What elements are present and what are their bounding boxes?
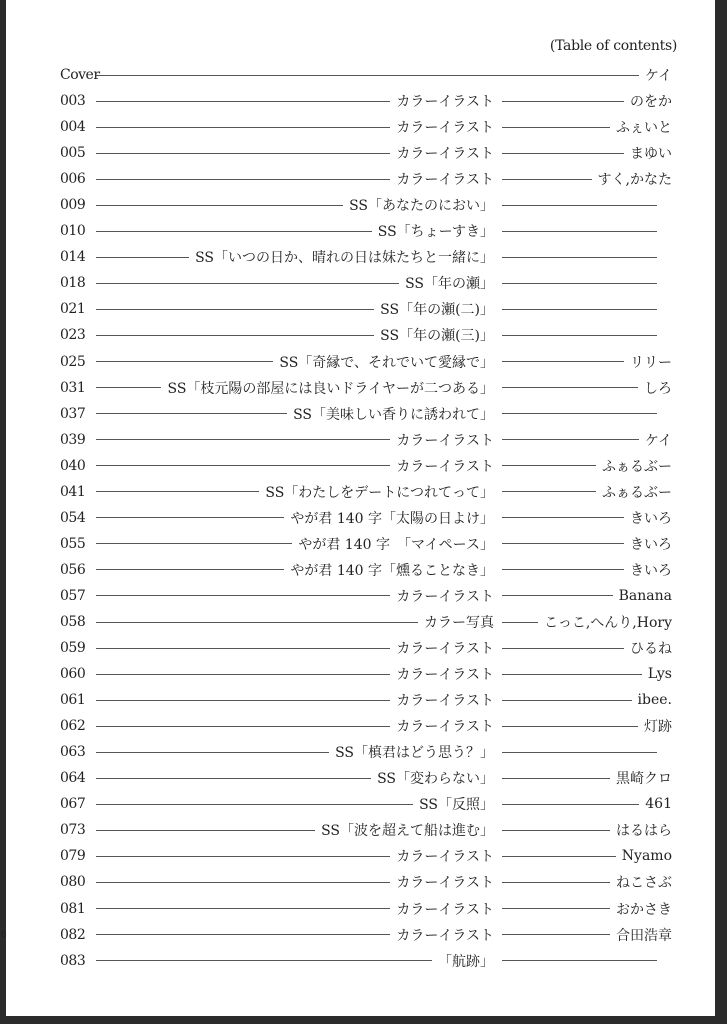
author-group — [90, 65, 672, 85]
author-group — [496, 143, 672, 163]
leader-line — [96, 674, 390, 675]
entry-page-number: 082 — [60, 926, 86, 943]
leader-line — [502, 231, 657, 232]
entry-title: カラーイラスト — [396, 927, 494, 944]
author-group — [496, 925, 672, 945]
leader-line — [502, 700, 632, 701]
leader-line — [96, 700, 390, 701]
leader-line — [502, 595, 613, 596]
author-group — [496, 768, 672, 788]
leader-line — [96, 257, 189, 258]
toc-entry — [60, 218, 672, 244]
entry-title: 「航跡」 — [438, 953, 494, 970]
entry-page-number: 040 — [60, 457, 86, 474]
entry-author: まゆい — [630, 146, 672, 163]
leader-line — [502, 648, 624, 649]
toc-entry — [60, 375, 672, 401]
toc-entry — [60, 687, 672, 713]
toc-entry — [60, 583, 672, 609]
entry-page-number: 057 — [60, 587, 86, 604]
entry-page-number: 064 — [60, 770, 86, 787]
entry-page-number: 061 — [60, 692, 86, 709]
entry-author: こっこ,へんり,Hory — [544, 615, 672, 631]
toc-entry — [60, 427, 672, 453]
entry-author: 461 — [645, 796, 672, 813]
entry-author: ねこさぶ — [616, 875, 672, 892]
entry-title: カラーイラスト — [396, 849, 494, 866]
entry-author: Lys — [647, 666, 672, 683]
leader-line — [502, 413, 657, 414]
leader-line — [502, 153, 624, 154]
leader-line — [96, 491, 259, 492]
entry-title: SS「反照」 — [419, 797, 494, 814]
author-group — [496, 588, 672, 604]
leader-line — [96, 309, 374, 310]
entry-page-number: 010 — [60, 223, 86, 240]
entry-page-number: 055 — [60, 535, 86, 552]
leader-line — [96, 517, 284, 518]
entry-page-number: 004 — [60, 119, 86, 136]
leader-line — [502, 830, 610, 831]
entry-page-number: 081 — [60, 900, 86, 917]
toc-entry — [60, 661, 672, 687]
leader-line — [502, 387, 638, 388]
toc-entry — [60, 739, 672, 765]
toc-entry — [60, 531, 672, 557]
entry-title: やが君 140 字「太陽の日よけ」 — [290, 510, 494, 527]
author-group — [496, 612, 672, 632]
leader-line — [502, 778, 610, 779]
toc-entry — [60, 401, 672, 427]
entry-title: カラーイラスト — [396, 693, 494, 710]
leader-line — [96, 179, 390, 180]
leader-line — [502, 283, 657, 284]
leader-line — [502, 856, 616, 857]
author-group — [496, 848, 672, 864]
entry-title: SS「変わらない」 — [377, 771, 494, 788]
leader-line — [502, 127, 610, 128]
entry-title: SS「わたしをデートにつれてって」 — [265, 484, 494, 501]
toc-entry — [60, 192, 672, 218]
entry-page-number: 003 — [60, 93, 86, 110]
entry-page-number: 031 — [60, 379, 86, 396]
entry-title: カラーイラスト — [396, 172, 494, 189]
toc-entry — [60, 349, 672, 375]
entry-title: カラーイラスト — [396, 719, 494, 736]
author-group — [496, 257, 672, 258]
entry-author: おかさき — [616, 901, 672, 918]
leader-line — [96, 622, 418, 623]
entry-title: SS「美味しい香りに誘われて」 — [293, 406, 494, 423]
entry-title: カラーイラスト — [396, 667, 494, 684]
author-group — [496, 352, 672, 372]
toc-entry — [60, 140, 672, 166]
leader-line — [96, 960, 432, 961]
leader-line — [96, 283, 399, 284]
entry-title: カラーイラスト — [396, 875, 494, 892]
leader-line — [502, 543, 624, 544]
entry-page-number: 041 — [60, 483, 86, 500]
toc-entry — [60, 948, 672, 974]
toc-entry — [60, 114, 672, 140]
leader-line — [96, 856, 390, 857]
entry-page-number: 005 — [60, 145, 86, 162]
leader-line — [502, 101, 624, 102]
toc-entry — [60, 843, 672, 869]
author-group — [496, 456, 672, 476]
entry-title: SS「年の瀬(三)」 — [380, 328, 494, 345]
entry-author: ふぁるぶー — [602, 484, 672, 501]
author-group — [496, 283, 672, 284]
leader-line — [502, 752, 657, 753]
entry-title: カラーイラスト — [396, 146, 494, 163]
author-group — [496, 117, 672, 137]
leader-line — [502, 908, 610, 909]
leader-line — [502, 491, 596, 492]
author-group — [496, 796, 672, 812]
leader-line — [96, 882, 390, 883]
entry-page-number: 060 — [60, 666, 86, 683]
author-group — [496, 638, 672, 658]
leader-line — [502, 960, 657, 961]
leader-line — [96, 908, 390, 909]
leader-line — [96, 543, 292, 544]
leader-line — [502, 517, 624, 518]
toc-entry — [60, 166, 672, 192]
leader-line — [502, 934, 610, 935]
leader-line — [502, 465, 596, 466]
entry-page-number: 014 — [60, 249, 86, 266]
document-page — [6, 0, 715, 1016]
entry-author: 黒崎クロ — [616, 771, 672, 788]
author-group — [496, 560, 672, 580]
author-group — [496, 752, 672, 753]
toc-list — [60, 62, 672, 974]
entry-title: カラー写真 — [424, 615, 494, 631]
entry-page-number: 059 — [60, 640, 86, 657]
leader-line — [502, 361, 624, 362]
entry-page-number: 080 — [60, 874, 86, 891]
entry-page-number: 079 — [60, 848, 86, 865]
entry-author: きいろ — [630, 510, 672, 527]
leader-line — [96, 153, 390, 154]
leader-line — [502, 257, 657, 258]
toc-entry — [60, 88, 672, 114]
entry-title: SS「いつの日か、晴れの日は妹たちと一緒に」 — [195, 250, 494, 267]
entry-page-number: 009 — [60, 197, 86, 214]
leader-line — [502, 569, 624, 570]
leader-line — [502, 622, 538, 623]
author-group — [496, 872, 672, 892]
page-number: 8 — [1, 930, 7, 940]
entry-author: Nyamo — [621, 848, 672, 865]
leader-line — [96, 648, 390, 649]
entry-author: ケイ — [644, 68, 672, 85]
entry-title: SS「槙君はどう思う？」 — [335, 745, 494, 762]
toc-entry — [60, 296, 672, 322]
toc-entry — [60, 505, 672, 531]
entry-title: SS「ちょーすき」 — [377, 224, 494, 241]
entry-title: カラーイラスト — [396, 94, 494, 111]
entry-author: すく,かなた — [597, 172, 672, 189]
entry-page-number: 006 — [60, 171, 86, 188]
entry-page-number: 025 — [60, 353, 86, 370]
entry-title: カラーイラスト — [396, 120, 494, 137]
entry-author: はるはら — [616, 823, 672, 840]
entry-page-number: 073 — [60, 822, 86, 839]
entry-author: きいろ — [630, 562, 672, 579]
entry-title: カラーイラスト — [396, 458, 494, 475]
leader-line — [96, 413, 287, 414]
toc-entry — [60, 869, 672, 895]
author-group — [496, 231, 672, 232]
entry-author: ふぁるぶー — [602, 458, 672, 475]
author-group — [496, 169, 672, 189]
leader-line — [502, 804, 639, 805]
author-group — [496, 335, 672, 336]
leader-line — [502, 205, 657, 206]
toc-entry — [60, 896, 672, 922]
leader-line — [96, 387, 161, 388]
toc-heading: (Table of contents) — [549, 38, 677, 54]
entry-title: SS「波を超えて船は進む」 — [321, 823, 494, 840]
entry-page-number: 083 — [60, 952, 86, 969]
author-group — [496, 91, 672, 111]
toc-entry — [60, 244, 672, 270]
leader-line — [502, 726, 638, 727]
leader-line — [96, 934, 390, 935]
toc-entry — [60, 557, 672, 583]
leader-line — [96, 804, 413, 805]
leader-line — [502, 309, 657, 310]
entry-title: SS「年の瀬」 — [405, 276, 494, 293]
toc-entry — [60, 922, 672, 948]
author-group — [496, 309, 672, 310]
toc-entry — [60, 817, 672, 843]
entry-page-number: 062 — [60, 718, 86, 735]
entry-title: SS「枝元陽の部屋には良いドライヤーが二つある」 — [167, 380, 494, 397]
entry-page-number: 067 — [60, 796, 86, 813]
author-group — [496, 378, 672, 398]
leader-line — [96, 726, 390, 727]
toc-entry — [60, 453, 672, 479]
entry-page-number: 039 — [60, 431, 86, 448]
entry-page-number: 063 — [60, 744, 86, 761]
leader-line — [96, 127, 390, 128]
entry-author: ケイ — [644, 432, 672, 449]
entry-author: ひるね — [630, 641, 672, 658]
toc-entry — [60, 62, 672, 88]
author-group — [496, 482, 672, 502]
toc-entry — [60, 765, 672, 791]
author-group — [496, 534, 672, 554]
leader-line — [96, 595, 390, 596]
entry-title: カラーイラスト — [396, 432, 494, 449]
author-group — [496, 692, 672, 708]
entry-title: カラーイラスト — [396, 641, 494, 658]
entry-author: のをか — [630, 94, 672, 111]
toc-entry — [60, 791, 672, 817]
leader-line — [96, 75, 639, 76]
entry-title: やが君 140 字 「マイペース」 — [298, 536, 494, 553]
author-group — [496, 716, 672, 736]
leader-line — [96, 465, 390, 466]
leader-line — [96, 569, 284, 570]
author-group — [496, 820, 672, 840]
leader-line — [96, 361, 273, 362]
toc-entry — [60, 635, 672, 661]
entry-title: カラーイラスト — [396, 901, 494, 918]
entry-title: やが君 140 字「燻ることなき」 — [290, 562, 494, 579]
entry-author: 合田浩章 — [616, 927, 672, 944]
leader-line — [96, 101, 390, 102]
leader-line — [502, 439, 639, 440]
entry-title: SS「奇縁で、それでいて愛縁で」 — [279, 354, 494, 371]
leader-line — [502, 335, 657, 336]
entry-author: ibee. — [637, 692, 672, 709]
entry-page-number: 058 — [60, 614, 86, 630]
entry-page-number: 018 — [60, 275, 86, 292]
entry-author: きいろ — [630, 536, 672, 553]
entry-author: 灯跡 — [644, 719, 672, 736]
entry-author: しろ — [644, 380, 672, 397]
entry-title: SS「あなたのにおい」 — [349, 198, 494, 215]
entry-title: カラーイラスト — [396, 588, 494, 605]
author-group — [496, 666, 672, 682]
toc-entry — [60, 713, 672, 739]
leader-line — [96, 205, 343, 206]
toc-entry — [60, 322, 672, 348]
entry-page-number: 037 — [60, 405, 86, 422]
author-group — [496, 960, 672, 961]
entry-page-number: Cover — [60, 67, 100, 84]
leader-line — [96, 778, 371, 779]
leader-line — [96, 752, 329, 753]
author-group — [496, 508, 672, 528]
entry-page-number: 021 — [60, 301, 86, 318]
leader-line — [96, 439, 390, 440]
author-group — [496, 205, 672, 206]
entry-title: SS「年の瀬(二)」 — [380, 302, 494, 319]
leader-line — [96, 830, 315, 831]
entry-page-number: 023 — [60, 327, 86, 344]
entry-author: リリー — [630, 354, 672, 371]
toc-entry — [60, 609, 672, 635]
leader-line — [502, 882, 610, 883]
entry-page-number: 056 — [60, 561, 86, 578]
leader-line — [96, 335, 374, 336]
leader-line — [502, 674, 642, 675]
author-group — [496, 413, 672, 414]
leader-line — [96, 231, 372, 232]
toc-entry — [60, 270, 672, 296]
toc-entry — [60, 479, 672, 505]
entry-author: Banana — [618, 587, 672, 604]
entry-author: ふぇいと — [616, 120, 672, 137]
author-group — [496, 430, 672, 450]
entry-page-number: 054 — [60, 509, 86, 526]
author-group — [496, 899, 672, 919]
leader-line — [502, 179, 592, 180]
